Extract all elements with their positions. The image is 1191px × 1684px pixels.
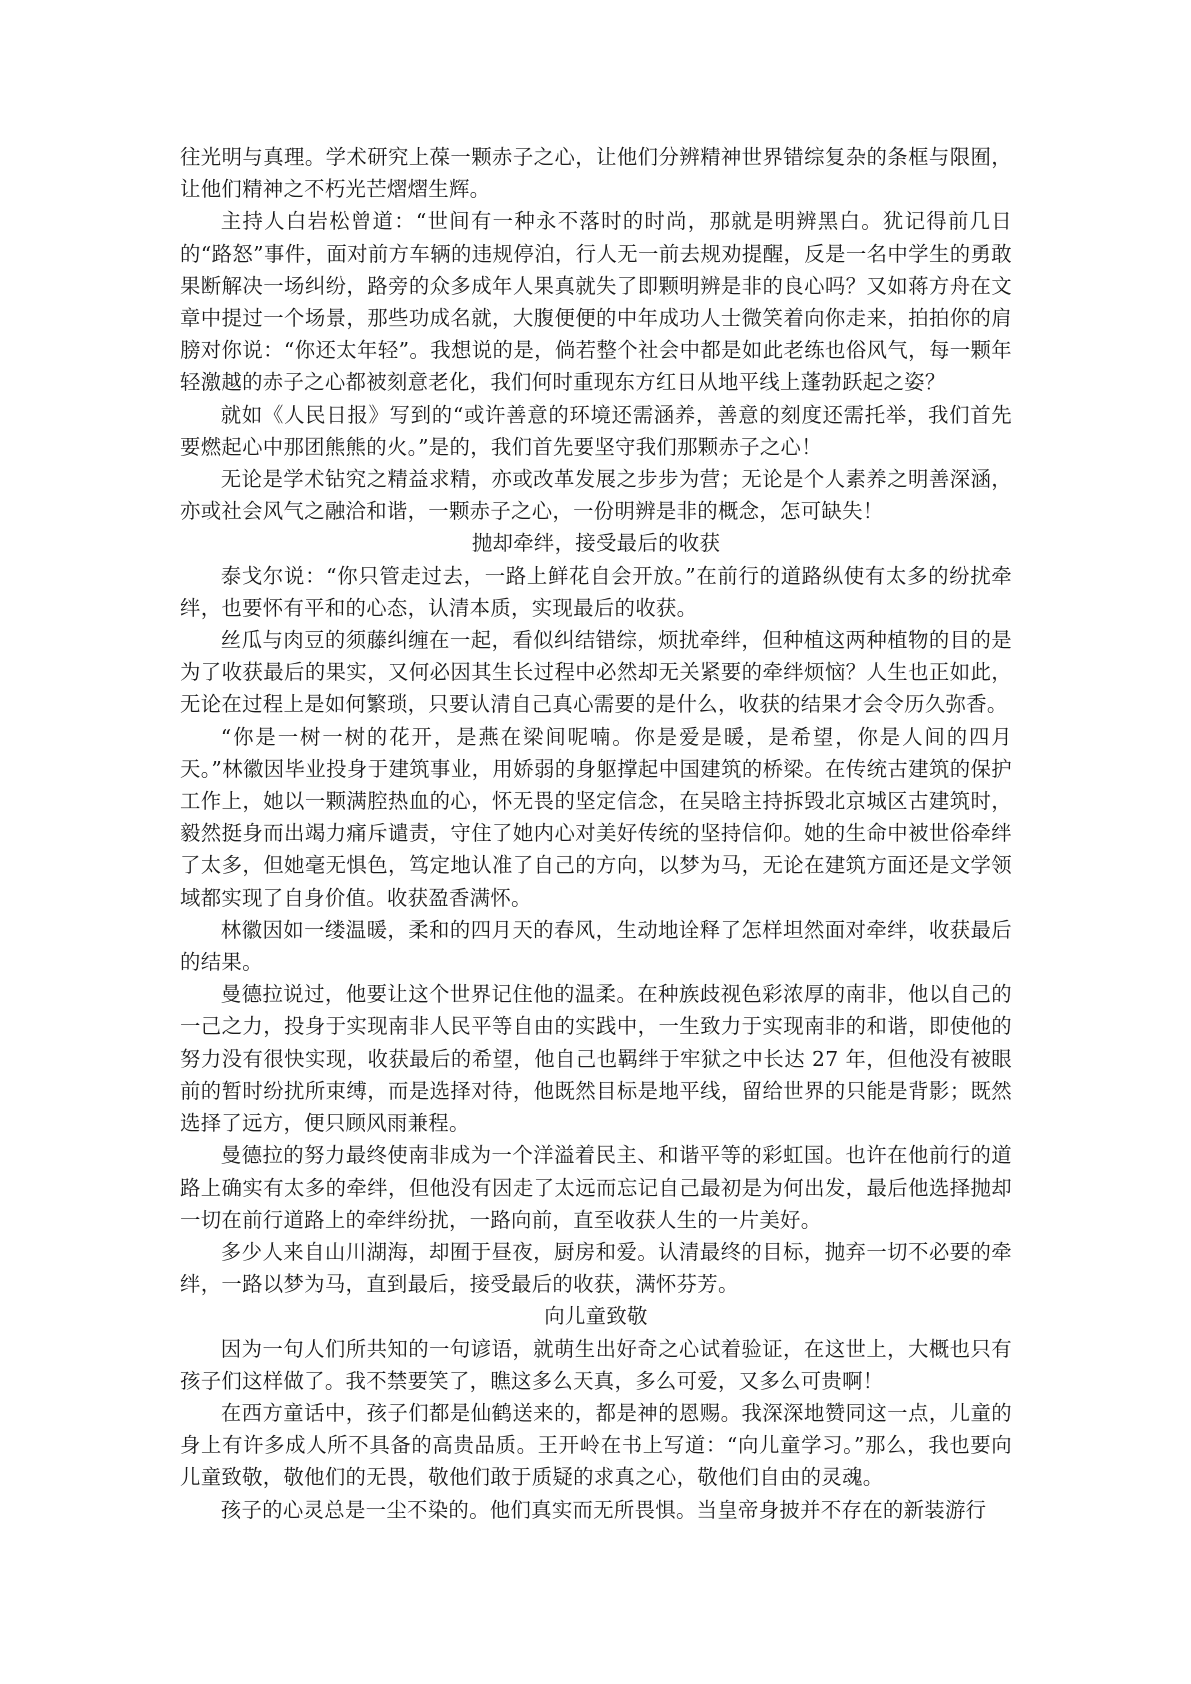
paragraph: 无论是学术钻究之精益求精，亦或改革发展之步步为营；无论是个人素养之明善深涵，亦或社会风气之融洽和谐，一颗赤子之心，一份明辨是非的概念，怎可缺失！ [180, 467, 1012, 524]
paragraph: 林徽因如一缕温暖，柔和的四月天的春风，生动地诠释了怎样坦然面对牵绊，收获最后的结果。 [180, 917, 1012, 975]
paragraph: 因为一句人们所共知的一句谚语，就萌生出好奇之心试着验证，在这世上，大概也只有孩子们这样做了。我不禁要笑了，瞧这多么天真，多么可爱，又多么可贵啊！ [180, 1336, 1012, 1393]
paragraph: 主持人白岩松曾道：“世间有一种永不落时的时尚，那就是明辨黑白。犹记得前几日的“路怒”事件，面对前方车辆的违规停泊，行人无一前去规劝提醒，反是一名中学生的勇敢果断解决一场纠纷，路旁的众多成年人果真就失了即颗明辨是非的良心吗？又如蒋方舟在文章中提过一个场景，那些功成名就，大腹便便的中年成功人士微笑着向你走来，拍拍你的肩膀对你说：“你还太年轻”。我想说的是，倘若整个社会中都是如此老练也俗风气，每一颗年轻激越的赤子之心都被刻意老化，我们何时重现东方红日从地平线上蓬勃跃起之姿？ [180, 209, 1012, 395]
paragraph: “你是一树一树的花开，是燕在梁间呢喃。你是爱是暖，是希望，你是人间的四月天。”林徽因毕业投身于建筑事业，用娇弱的身躯撑起中国建筑的桥梁。在传统古建筑的保护工作上，她以一颗满腔热血的心，怀无畏的坚定信念，在吴晗主持拆毁北京城区古建筑时，毅然挺身而出竭力痛斥谴责，守住了她内心对美好传统的坚持信仰。她的生命中被世俗牵绊了太多，但她毫无惧色，笃定地认准了自己的方向，以梦为马，无论在建筑方面还是文学领域都实现了自身价值。收获盈香满怀。 [180, 724, 1012, 910]
paragraph: 就如《人民日报》写到的“或许善意的环境还需涵养，善意的刻度还需托举，我们首先要燃起心中那团熊熊的火。”是的，我们首先要坚守我们那颗赤子之心！ [180, 402, 1012, 459]
paragraph: 丝瓜与肉豆的须藤纠缠在一起，看似纠结错综，烦扰牵绊，但种植这两种植物的目的是为了收获最后的果实，又何必因其生长过程中必然却无关紧要的牵绊烦恼？人生也正如此，无论在过程上是如何繁琐，只要认清自己真心需要的是什么，收获的结果才会令历久弥香。 [180, 628, 1012, 717]
paragraph: 曼德拉说过，他要让这个世界记住他的温柔。在种族歧视色彩浓厚的南非，他以自己的一己之力，投身于实现南非人民平等自由的实践中，一生致力于实现南非的和谐，即使他的努力没有很快实现，收获最后的希望，他自己也羁绊于牢狱之中长达 27 年，但他没有被眼前的暂时纷扰所束缚，而是选择对待，他既然目标是地平线，留给世界的只能是背影；既然选择了远方，便只顾风雨兼程。 [180, 982, 1012, 1136]
paragraph: 曼德拉的努力最终使南非成为一个洋溢着民主、和谐平等的彩虹国。也许在他前行的道路上确实有太多的牵绊，但他没有因走了太远而忘记自己最初是为何出发，最后他选择抛却一切在前行道路上的牵绊纷扰，一路向前，直至收获人生的一片美好。 [180, 1143, 1012, 1232]
paragraph: 孩子的心灵总是一尘不染的。他们真实而无所畏惧。当皇帝身披并不存在的新装游行 [220, 1497, 987, 1522]
section-title: 向儿童致敬 [544, 1304, 648, 1329]
section-title: 抛却牵绊，接受最后的收获 [471, 531, 721, 556]
paragraph: 多少人来自山川湖海，却囿于昼夜，厨房和爱。认清最终的目标，抛弃一切不必要的牵绊，一路以梦为马，直到最后，接受最后的收获，满怀芬芳。 [180, 1239, 1012, 1297]
paragraph: 泰戈尔说：“你只管走过去，一路上鲜花自会开放。”在前行的道路纵使有太多的纷扰牵绊，也要怀有平和的心态，认清本质，实现最后的收获。 [180, 563, 1012, 620]
paragraph-continuation: 往光明与真理。学术研究上葆一颗赤子之心，让他们分辨精神世界错综复杂的条框与限囿，让他们精神之不朽光芒熠熠生辉。 [180, 145, 1012, 202]
paragraph: 在西方童话中，孩子们都是仙鹤送来的，都是神的恩赐。我深深地赞同这一点，儿童的身上有许多成人所不具备的高贵品质。王开岭在书上写道：“向儿童学习。”那么，我也要向儿童致敬，敬他们的无畏，敬他们敢于质疑的求真之心，敬他们自由的灵魂。 [180, 1400, 1012, 1490]
document-body [180, 141, 1012, 1526]
